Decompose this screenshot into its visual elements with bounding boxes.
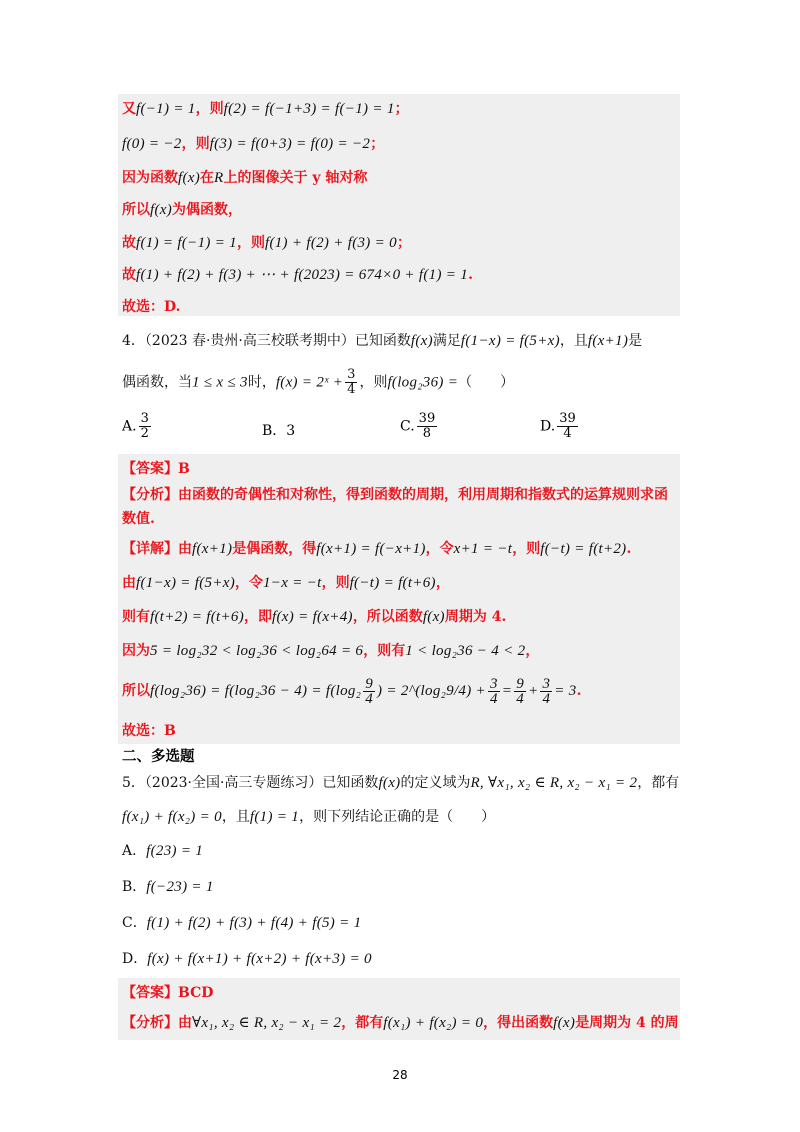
b1-line5: 故f(1) = f(−1) = 1，则f(1) + f(2) + f(3) = 0； <box>122 235 411 251</box>
fraction: $\frac{39}{8}$ <box>418 411 436 441</box>
b2-detail-5: 所以f(log₂36) = f(log₂36 − 4) = f(log₂ $\frac{9}{4}$ ) = 2^(log₂9/4) + $\frac{3}{4}$ = $\frac{9}{4}$ + $\frac{3}{4}$ = 3. <box>122 675 582 707</box>
q4-line2: 偶函数，当1 ≤ x ≤ 3时，f(x) = 2ˣ + $\frac{3}{4}$ ，则f(log₂36) =（ ） <box>122 367 515 397</box>
fraction: $\frac{3}{2}$ <box>140 411 149 441</box>
b3-answer: 【答案】BCD <box>122 985 214 1001</box>
b2-detail-1: 【详解】由f(x+1)是偶函数，得f(x+1) = f(−x+1)，令x+1 = −t，则f(−t) = f(t+2). <box>122 541 632 557</box>
b3-analysis: 【分析】由∀x₁, x₂ ∈ R, x₂ − x₁ = 2，都有f(x₁) + f(x₂) = 0，得出函数f(x)是周期为 4 的周 <box>122 1015 679 1031</box>
fraction: $\frac{39}{4}$ <box>559 411 576 441</box>
b2-detail-6: 故选：B <box>122 723 176 739</box>
b1-line2: f(0) = −2，则f(3) = f(0+3) = f(0) = −2； <box>122 136 385 152</box>
b1-line4: 所以f(x)为偶函数， <box>122 202 243 218</box>
section-heading: 二、多选题 <box>122 749 195 765</box>
b2-detail-2: 由f(1−x) = f(5+x)，令1−x = −t，则f(−t) = f(t+6)， <box>122 575 450 591</box>
page-number: 28 <box>392 1068 408 1082</box>
q5-line2: f(x₁) + f(x₂) = 0，且f(1) = 1，则下列结论正确的是（ ） <box>122 809 496 825</box>
b2-answer: 【答案】B <box>122 461 190 477</box>
b1-line1: 又f(−1) = 1，则f(2) = f(−1+3) = f(−1) = 1； <box>122 101 409 117</box>
fraction: $\frac{3}{4}$ <box>489 675 498 707</box>
b2-analysis-1: 【分析】由函数的奇偶性和对称性，得到函数的周期，利用周期和指数式的运算规则求函 <box>122 487 668 503</box>
fraction: $\frac{9}{4}$ <box>365 675 374 707</box>
q4-option-a[interactable]: A. $\frac{3}{2}$ <box>122 411 149 441</box>
q5-option-c[interactable]: C．f(1) + f(2) + f(3) + f(4) + f(5) = 1 <box>122 915 362 931</box>
q5-line1: 5．（2023·全国·高三专题练习）已知函数f(x)的定义域为R, ∀x₁, x₂ ∈ R, x₂ − x₁ = 2，都有 <box>122 775 680 791</box>
b1-line6: 故f(1) + f(2) + f(3) + ⋯ + f(2023) = 674×0 + f(1) = 1. <box>122 267 473 283</box>
q4-option-d[interactable]: D. $\frac{39}{4}$ <box>540 411 576 441</box>
b2-detail-4: 因为5 = log₂32 < log₂36 < log₂64 = 6，则有1 < log₂36 − 4 < 2， <box>122 643 540 659</box>
q5-option-d[interactable]: D．f(x) + f(x+1) + f(x+2) + f(x+3) = 0 <box>122 951 372 967</box>
q5-option-b[interactable]: B．f(−23) = 1 <box>122 879 214 895</box>
fraction: $\frac{3}{4}$ <box>347 367 356 397</box>
q4-option-b[interactable]: B．3 <box>262 423 296 439</box>
q5-option-a[interactable]: A．f(23) = 1 <box>122 843 204 859</box>
b1-line7: 故选：D. <box>122 299 181 315</box>
q4-option-c[interactable]: C. $\frac{39}{8}$ <box>400 411 436 441</box>
fraction: $\frac{3}{4}$ <box>542 675 551 707</box>
q4-line1: 4．（2023 春·贵州·高三校联考期中）已知函数f(x)满足f(1−x) = f(5+x)，且f(x+1)是 <box>122 333 643 349</box>
b1-line3: 因为函数f(x)在R上的图像关于 y 轴对称 <box>122 170 368 186</box>
b2-analysis-2: 数值. <box>122 511 155 527</box>
fraction: $\frac{9}{4}$ <box>516 675 525 707</box>
b2-detail-3: 则有f(t+2) = f(t+6)，即f(x) = f(x+4)，所以函数f(x)周期为 4. <box>122 609 507 625</box>
